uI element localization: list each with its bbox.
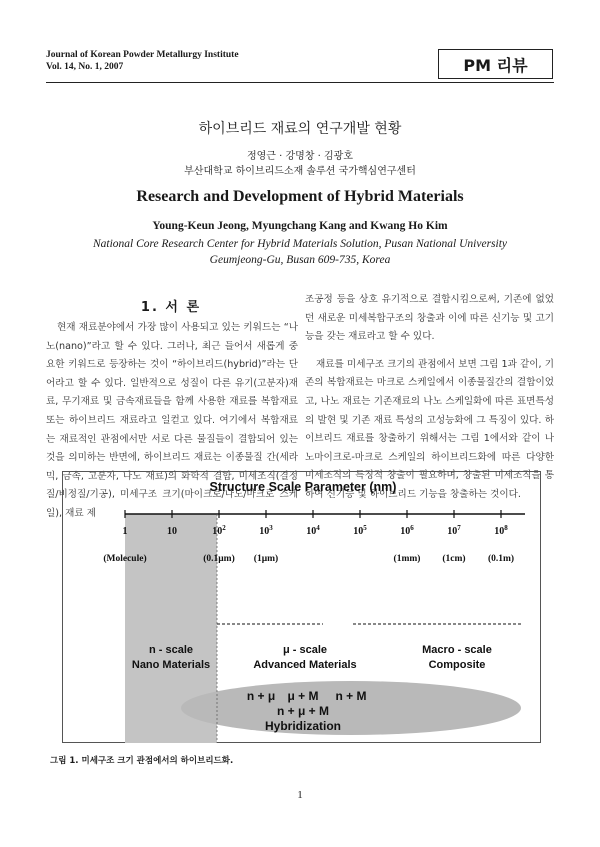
header-rule bbox=[46, 82, 554, 83]
hybrid-combo-4: n + μ + M bbox=[276, 704, 330, 718]
scale-label: (1cm) bbox=[442, 554, 466, 564]
figure-title: Structure Scale Parameter (nm) bbox=[209, 480, 397, 494]
tick-label: $10^3$ bbox=[259, 524, 273, 537]
journal-name: Journal of Korean Powder Metallurgy Institute bbox=[46, 50, 239, 60]
macro-region-label-2: Composite bbox=[428, 659, 486, 671]
affiliation-line-1: National Core Research Center for Hybrid Materials Solution, Pusan National University bbox=[92, 238, 508, 250]
figure-1 bbox=[62, 471, 541, 743]
scale-label: (0.1μm) bbox=[203, 554, 235, 564]
korean-title: 하이브리드 재료의 연구개발 현황 bbox=[198, 121, 402, 137]
korean-affiliation: 부산대학교 하이브리드소재 솔루션 국가핵심연구센터 bbox=[184, 166, 416, 177]
nano-region-label-2: Nano Materials bbox=[131, 659, 211, 671]
tick-label: 10 bbox=[167, 526, 177, 537]
tick-label: $10^5$ bbox=[353, 524, 367, 537]
affiliation-line-2: Geumjeong-Gu, Busan 609-735, Korea bbox=[209, 254, 391, 266]
english-affiliation bbox=[0, 236, 600, 268]
english-authors: Young-Keun Jeong, Myungchang Kang and Kwang Ho Kim bbox=[152, 220, 448, 232]
nano-region-label-1: n - scale bbox=[148, 644, 194, 656]
tick-label: $10^7$ bbox=[447, 524, 461, 537]
tick-label: $10^4$ bbox=[306, 524, 320, 537]
hybridization-label: Hybridization bbox=[264, 719, 342, 733]
figure-caption: 그림 1. 미세구조 크기 관점에서의 하이브리드화. bbox=[50, 756, 234, 766]
hybrid-combo-1: n + μ bbox=[246, 689, 276, 703]
scale-label: (1μm) bbox=[253, 554, 279, 564]
micro-region-label-1: μ - scale bbox=[282, 644, 328, 656]
intro-paragraph: 현재 재료분야에서 가장 많이 사용되고 있는 키워드는 “나노(nano)”라고 할 수 있다. 그러나, 최근 들어서 새롭게 중요한 키워드로 등장하는 것이 “하이브리드(hybrid)”라는 단어라고 할 수 있다. 일반적으로 성질이 다른 유기(고분자)재료, 무기재료 및 금속재료들을 함께 사용한 재료를 복합재료 또는 하이브리드 재료라고 일컫고 있다. 여기에서 복합재료는 재료적인 관점에서만 서로 다른 물질들이 결합되어 있는 것을 의미하는 반면에, 하이브리드 재료는 이종물질 간(세라믹, 금속, 고분자, 나노 재료)의 화학적 결합, 미세조직(결정질/비정질/기공), 미세구조 크기(마이크로/나노/마크로 스케일), 재료 제 bbox=[46, 322, 298, 519]
journal-info bbox=[46, 49, 239, 73]
tick-label: $10^6$ bbox=[400, 524, 414, 537]
tick-label: $10^8$ bbox=[494, 524, 508, 537]
scale-paragraph: 재료를 미세구조 크기의 관점에서 보면 그림 1과 같이, 기존의 복합재료는 마크로 스케일에서 이종물질간의 결합이었고, 나노 재료는 기존재료의 나노 스케일화에 따른 표면특성의 발현 및 기존 재료 특성의 고성능화에 그 특징이 있다. 하이브리드 재료를 창출하기 위해서는 그림 1에서와 같이 나노마이크로-마크로 스케일의 하이브리드화에 따른 다양한 미세조직의 특징적 창출이 필요하며, 창출된 미세조직을 통하여 신기능 및 하이브리드 기능을 창출하는 것이다. bbox=[305, 358, 554, 500]
scale-label: (Molecule) bbox=[103, 554, 147, 564]
review-badge: PM 리뷰 bbox=[438, 49, 553, 79]
section-heading: 1. 서 론 bbox=[140, 300, 202, 315]
tick-label: 1 bbox=[122, 526, 128, 537]
korean-authors: 정영근 · 강명창 · 김광호 bbox=[246, 151, 353, 162]
journal-volume: Vol. 14, No. 1, 2007 bbox=[46, 62, 124, 72]
continued-paragraph: 조공정 등을 상호 유기적으로 결합시킴으로써, 기존에 없었던 새로운 미세복합구조의 창출과 이에 따른 신기능 및 고기능을 갖는 재료라고 할 수 있다. bbox=[305, 294, 554, 343]
english-title: Research and Development of Hybrid Materials bbox=[136, 188, 464, 205]
hybrid-combo-2: μ + M bbox=[287, 689, 319, 703]
scale-diagram bbox=[63, 472, 542, 744]
scale-label: (1mm) bbox=[393, 554, 421, 564]
scale-label: (0.1m) bbox=[487, 554, 515, 564]
page-number: 1 bbox=[297, 789, 303, 801]
tick-label: $10^2$ bbox=[212, 524, 226, 537]
hybrid-combo-3: n + M bbox=[335, 689, 367, 703]
micro-region-label-2: Advanced Materials bbox=[253, 659, 357, 671]
macro-region-label-1: Macro - scale bbox=[422, 644, 492, 656]
